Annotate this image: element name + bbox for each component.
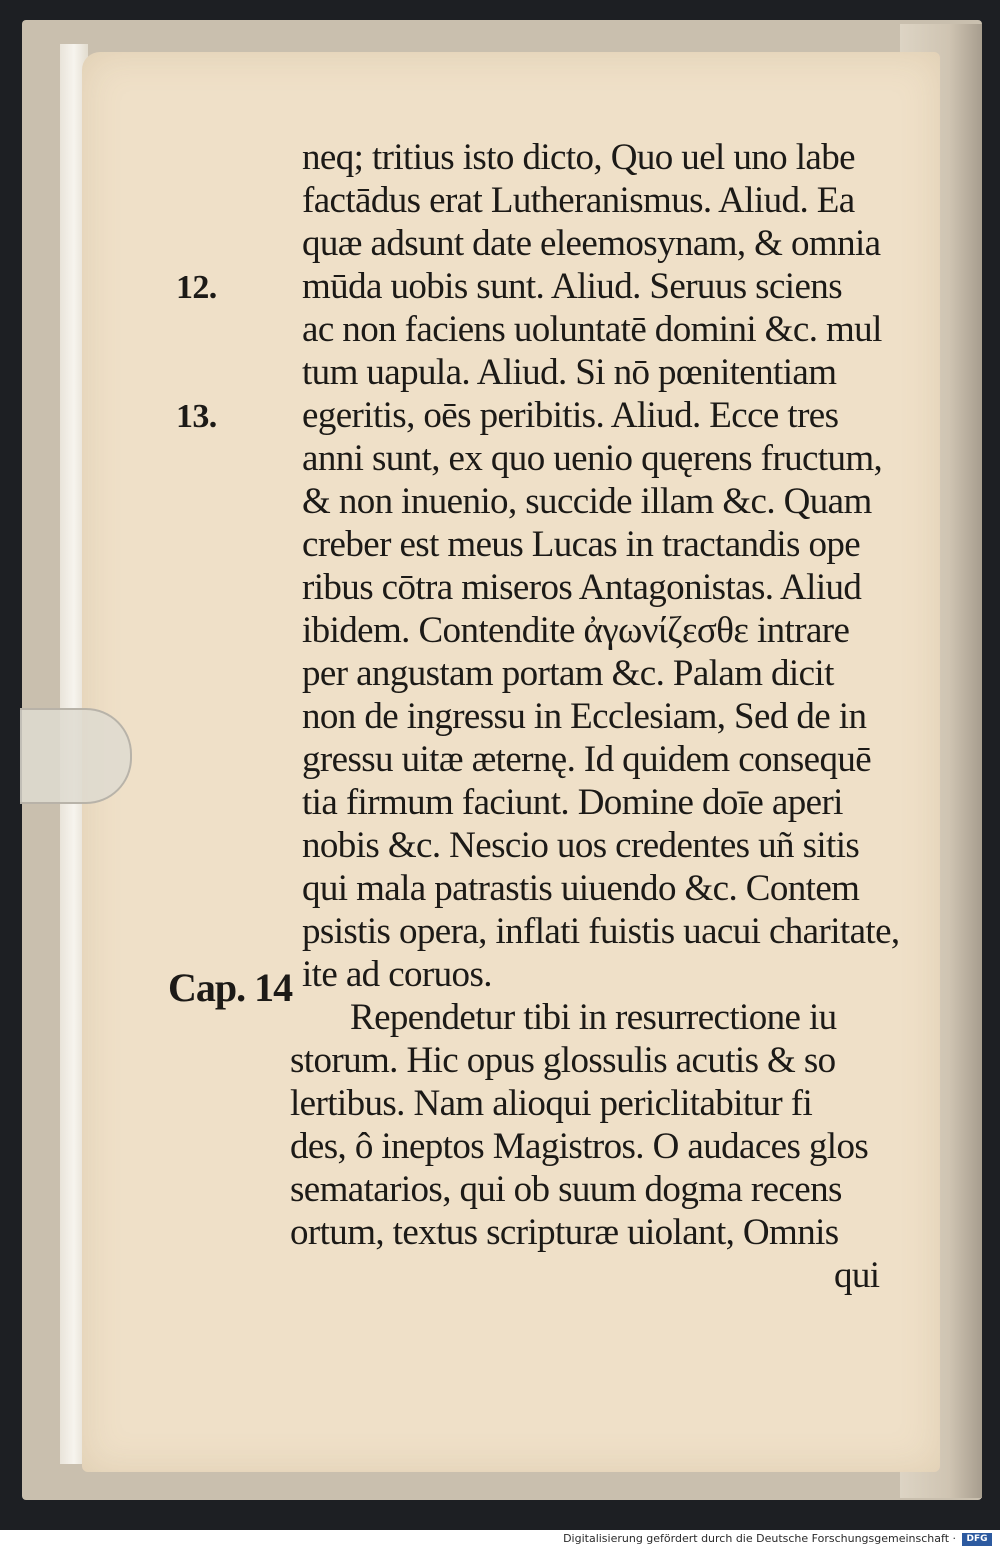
text-line: quæ adsunt date eleemosynam, & omnia <box>302 223 881 264</box>
margin-note-13: 13. <box>176 398 217 435</box>
catchword: qui <box>834 1255 880 1296</box>
text-line: des, ô ineptos Magistros. O audaces glos <box>290 1126 869 1167</box>
footer <box>0 1530 1000 1549</box>
text-line: tia firmum faciunt. Domine doīe aperi <box>302 782 843 823</box>
dfg-logo: DFG <box>962 1533 992 1546</box>
text-line: ac non faciens uoluntatē domini &c. mul <box>302 309 882 350</box>
text-line: psistis opera, inflati fuistis uacui charitate, <box>302 911 900 952</box>
text-line: sematarios, qui ob suum dogma recens <box>290 1169 842 1210</box>
text-line: Rependetur tibi in resurrectione iu <box>350 997 837 1038</box>
footer-credit: Digitalisierung gefördert durch die Deutsche Forschungsgemeinschaft · <box>563 1532 956 1545</box>
text-line: mūda uobis sunt. Aliud. Seruus sciens <box>302 266 842 307</box>
text-line: creber est meus Lucas in tractandis ope <box>302 524 861 565</box>
text-line: qui mala patrastis uiuendo &c. Contem <box>302 868 860 909</box>
text-line: lertibus. Nam alioqui periclitabitur fi <box>290 1083 813 1124</box>
margin-note-chapter: Cap. 14 <box>168 965 293 1010</box>
text-line: ortum, textus scripturæ uiolant, Omnis <box>290 1212 839 1253</box>
text-line: ite ad coruos. <box>302 954 492 995</box>
text-line: gressu uitæ æternę. Id quidem consequē <box>302 739 872 780</box>
text-line: per angustam portam &c. Palam dicit <box>302 653 834 694</box>
text-line: tum uapula. Aliud. Si nō pœnitentiam <box>302 352 837 393</box>
text-line: ibidem. Contendite ἀγωνίζεσθε intrare <box>302 610 850 651</box>
text-line: non de ingressu in Ecclesiam, Sed de in <box>302 696 867 737</box>
text-line: anni sunt, ex quo uenio quęrens fructum, <box>302 438 883 479</box>
text-line: & non inuenio, succide illam &c. Quam <box>302 481 872 522</box>
margin-note-12: 12. <box>176 269 217 306</box>
text-line: nobis &c. Nescio uos credentes uñ sitis <box>302 825 860 866</box>
text-line: ribus cōtra miseros Antagonistas. Aliud <box>302 567 862 608</box>
text-line: neq; tritius isto dicto, Quo uel uno labe <box>302 137 855 178</box>
text-line: egeritis, oēs peribitis. Aliud. Ecce tres <box>302 395 839 436</box>
text-line: storum. Hic opus glossulis acutis & so <box>290 1040 836 1081</box>
text-line: factādus erat Lutheranismus. Aliud. Ea <box>302 180 855 221</box>
